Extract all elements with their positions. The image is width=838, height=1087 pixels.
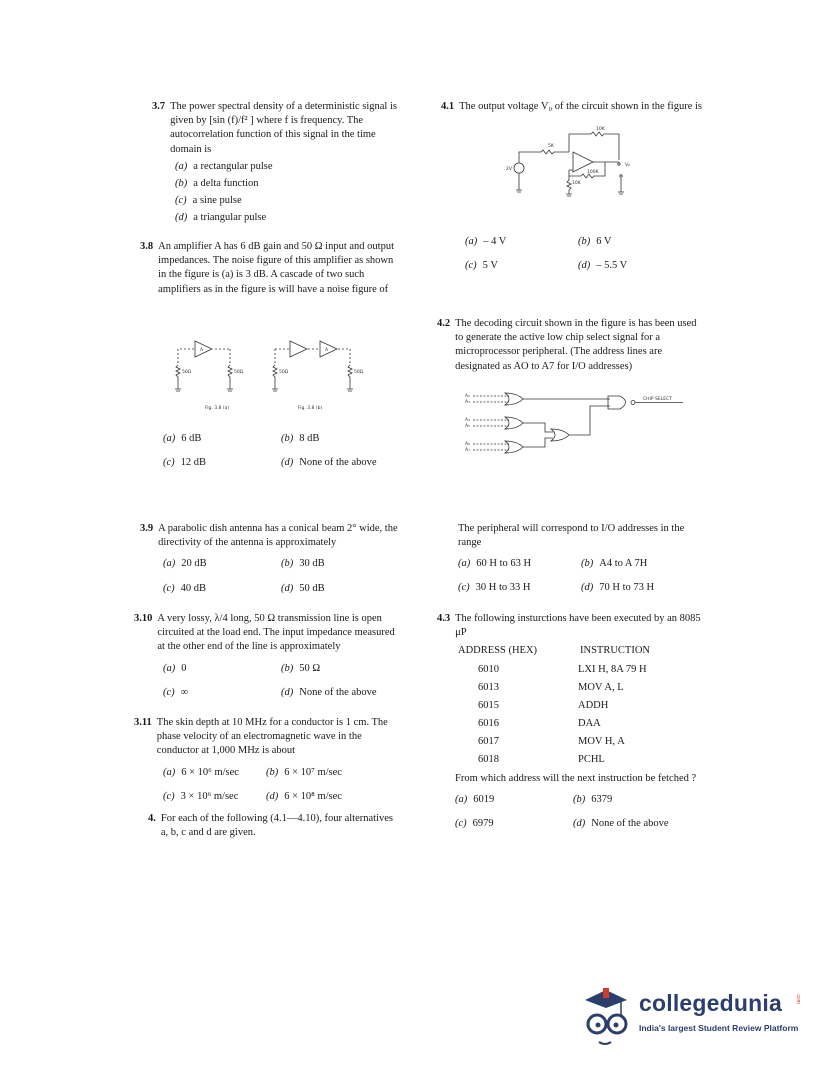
input-label: A₆: [465, 441, 470, 447]
figure-caption-a: Fig. 3.8 (a): [205, 405, 230, 411]
chip-select-label: CHIP SELECT: [643, 396, 672, 402]
table-row-address: 6010: [478, 663, 499, 675]
options: [458, 554, 705, 598]
option-a: (a) 6 dB: [163, 432, 202, 444]
option-d: (d) None of the above: [573, 817, 669, 829]
input-label: A₅: [465, 423, 470, 429]
question-text: An amplifier A has 6 dB gain and 50 Ω input and output impedances. The noise figure of this amplifier as shown in the figure is (a) is 3 dB. A cascade of two such amplifiers as in the figure is will have a noise figure of: [158, 241, 394, 295]
option-b: (b) 6 × 10⁷ m/sec: [266, 766, 342, 778]
options: [163, 763, 402, 807]
table-row-address: 6015: [478, 699, 499, 711]
svg-text:50Ω: 50Ω: [279, 369, 289, 375]
question-4-1: [441, 100, 705, 277]
brand-tagline: India's largest Student Review Platform: [639, 1023, 799, 1033]
instruction-header: INSTRUCTION: [580, 645, 650, 657]
option-b: (b) a delta function: [175, 177, 259, 189]
figure-3-8: [170, 337, 402, 413]
question-text: The decoding circuit shown in the figure is has been used to generate the active low chip select signal for a microprocessor peripheral. (The address lines are designated as AO to A7 for I/O addresses): [455, 318, 697, 372]
options: [163, 429, 402, 473]
resistor-label: 10K: [596, 127, 605, 133]
op-amp-circuit-diagram: [501, 122, 641, 202]
input-label: A₄: [465, 417, 470, 423]
question-3-10: [134, 612, 402, 703]
options: [465, 232, 705, 276]
option-d: (d) 6 × 10⁸ m/sec: [266, 790, 342, 802]
option-c: (c) 12 dB: [163, 456, 207, 468]
question-number: 3.7: [152, 101, 166, 112]
option-c: (c) 40 dB: [163, 582, 207, 594]
option-c: (c) 6979: [455, 817, 494, 829]
option-d: (d) – 5.5 V: [578, 260, 628, 272]
table-row-instruction: MOV A, L: [578, 681, 624, 693]
amplifier-cascade-diagram: [170, 337, 400, 413]
table-row-instruction: DAA: [578, 718, 601, 730]
question-number: 4.1: [441, 101, 455, 112]
question-number: 3.10: [134, 613, 153, 624]
resistor-label: 50Ω: [182, 369, 192, 375]
option-b: (b) A4 to A 7H: [581, 558, 648, 570]
question-number: 3.9: [140, 523, 154, 534]
resistor-label: 100K: [587, 170, 599, 176]
question-number: 4.2: [437, 318, 451, 329]
option-c: (c) a sine pulse: [175, 195, 242, 207]
question-text: For each of the following (4.1—4.10), four alternatives a, b, c and d are given.: [160, 813, 393, 839]
option-c: (c) 5 V: [465, 260, 498, 272]
figure-caption-b: Fig. 3.8 (b): [298, 405, 323, 411]
question-3-7: [152, 100, 402, 228]
question-4: [148, 812, 402, 840]
instruction-table: [458, 644, 705, 767]
option-d: (d) None of the above: [281, 456, 377, 468]
option-a: (a) 0: [163, 662, 187, 674]
question-text: The power spectral density of a deterministic signal is given by [sin (f)/f² ] where f is frequency. The autocorrelation function of this signal in the time domain is: [170, 101, 397, 155]
option-c: (c) ∞: [163, 686, 189, 698]
input-label: A₃: [465, 399, 470, 405]
amp-label: A: [200, 347, 204, 353]
table-row-instruction: LXI H, 8A 79 H: [578, 663, 647, 675]
figure-4-2: [465, 388, 705, 468]
resistor-label: 5K: [548, 144, 554, 150]
question-followup: From which address will the next instruction be fetched ?: [455, 772, 697, 784]
option-a: (a) – 4 V: [465, 236, 507, 248]
option-b: (b) 30 dB: [281, 558, 325, 570]
input-label: A₇: [465, 447, 470, 453]
question-text: A parabolic dish antenna has a conical beam 2° wide, the directivity of the antenna is approximately: [158, 523, 398, 549]
option-b: (b) 6379: [573, 793, 613, 805]
question-4-3: [437, 612, 705, 834]
option-c: (c) 3 × 10⁶ m/sec: [163, 790, 239, 802]
svg-text:A: A: [325, 347, 329, 353]
brand-name: collegedunia: [639, 990, 782, 1016]
address-header: ADDRESS (HEX): [458, 645, 538, 657]
option-d: (d) a triangular pulse: [175, 212, 267, 224]
table-row-instruction: PCHL: [578, 754, 605, 766]
question-text: The output voltage V₀ of the circuit shown in the figure is: [459, 101, 702, 112]
option-b: (b) 8 dB: [281, 432, 320, 444]
question-number: 4.: [148, 813, 156, 824]
options: [163, 554, 402, 598]
figure-4-1: [501, 122, 705, 202]
question-3-8: [140, 240, 402, 473]
options: [152, 160, 402, 226]
option-a: (a) 60 H to 63 H: [458, 558, 532, 570]
option-a: (a) 6019: [455, 793, 495, 805]
question-number: 3.11: [134, 717, 152, 728]
input-label: A₂: [465, 393, 470, 399]
options: [455, 790, 705, 834]
table-row-address: 6016: [478, 718, 499, 730]
option-d: (d) 70 H to 73 H: [581, 582, 655, 594]
collegedunia-logo: [575, 978, 815, 1052]
svg-text:50Ω: 50Ω: [354, 369, 364, 375]
option-d: (d) None of the above: [281, 686, 377, 698]
option-b: (b) 6 V: [578, 236, 612, 248]
question-4-2: [437, 317, 705, 598]
decoder-logic-diagram: [465, 388, 695, 468]
mascot-icon: [575, 978, 637, 1052]
table-row-address: 6013: [478, 681, 499, 693]
table-row-instruction: MOV H, A: [578, 736, 625, 748]
option-a: (a) a rectangular pulse: [175, 160, 273, 172]
question-text: The following insturctions have been executed by an 8085 μP: [455, 613, 701, 639]
source-label: 2V: [506, 167, 512, 173]
question-3-11: [134, 716, 402, 807]
table-row-instruction: ADDH: [578, 699, 609, 711]
table-row-address: 6017: [478, 736, 499, 748]
question-number: 3.8: [140, 241, 154, 252]
question-number: 4.3: [437, 613, 451, 624]
option-a: (a) 6 × 10⁶ m/sec: [163, 766, 239, 778]
brand-domain: .com: [794, 993, 801, 1004]
option-d: (d) 50 dB: [281, 582, 325, 594]
table-row-address: 6018: [478, 754, 499, 766]
options: [163, 659, 402, 703]
option-a: (a) 20 dB: [163, 558, 207, 570]
question-3-9: [140, 522, 402, 599]
svg-text:50Ω: 50Ω: [234, 369, 244, 375]
question-text: A very lossy, λ/4 long, 50 Ω transmission line is open circuited at the load end. The input impedance measured at the other end of the line is approximately: [157, 613, 395, 653]
output-label: V₀: [625, 163, 630, 169]
question-followup: The peripheral will correspond to I/O addresses in the range: [458, 522, 685, 548]
option-c: (c) 30 H to 33 H: [458, 582, 531, 594]
option-b: (b) 50 Ω: [281, 662, 321, 674]
resistor-label: 10K: [572, 181, 581, 187]
question-text: The skin depth at 10 MHz for a conductor is 1 cm. The phase velocity of an electromagnetic wave in the conductor at 1,000 MHz is about: [156, 717, 388, 757]
